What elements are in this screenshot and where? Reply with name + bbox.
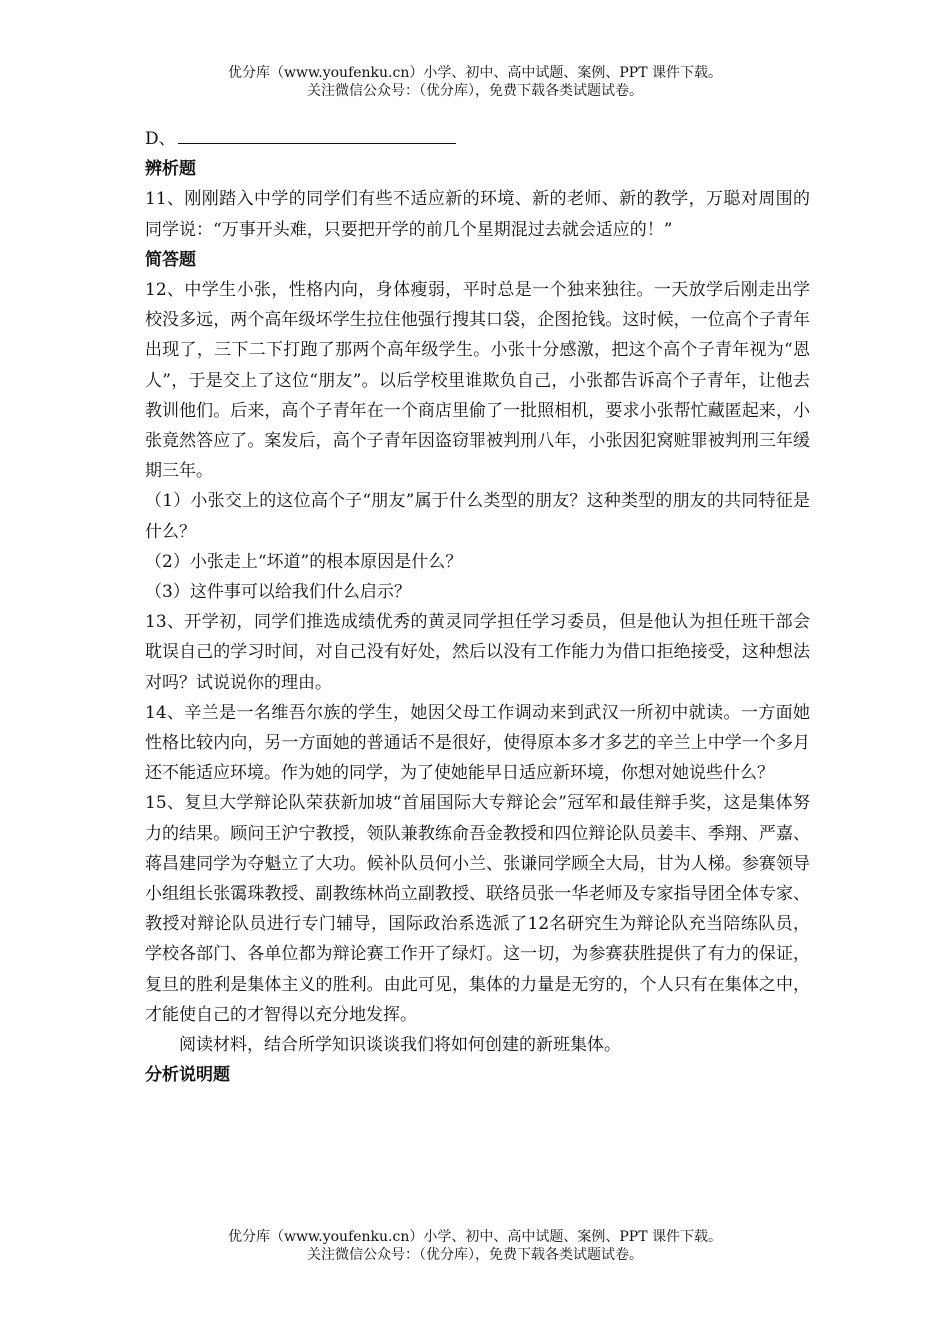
question-11: 11、刚刚踏入中学的同学们有些不适应新的环境、新的老师、新的教学，万聪对周围的同学说：“万事开头难，只要把开学的前几个星期混过去就会适应的！” xyxy=(145,189,810,240)
question-15-prompt: 阅读材料，结合所学知识谈谈我们将如何创建的新班集体。 xyxy=(179,1035,621,1056)
question-12-sub-3: （3）这件事可以给我们什么启示？ xyxy=(145,582,411,603)
header-line-1: 优分库（www.youfenku.cn）小学、初中、高中试题、案例、PPT 课件下载。 xyxy=(227,65,722,81)
question-12-stem: 12、中学生小张，性格内向，身体瘦弱，平时总是一个独来独往。一天放学后刚走出学校没多远，两个高年级坏学生拉住他强行搜其口袋，企图抢钱。这时候，一位高个子青年出现了，三下二下打跑了那两个高年级学生。小张十分感激，把这个高个子青年视为“恩人”，于是交上了这位“朋友”。以后学校里谁欺负自己，小张都告诉高个子青年，让他去教训他们。后来，高个子青年在一个商店里偷了一批照相机，要求小张帮忙藏匿起来，小张竟然答应了。案发后，高个子青年因盗窃罪被判刑八年，小张因犯窝赃罪被判刑三年缓期三年。 xyxy=(145,280,810,482)
document-body xyxy=(145,124,810,1091)
section-heading-jianda: 简答题 xyxy=(145,249,196,270)
option-d-label: D、 xyxy=(145,129,176,149)
page-footer xyxy=(0,1228,950,1264)
question-13: 13、开学初，同学们推选成绩优秀的黄灵同学担任学习委员，但是他认为担任班干部会耽误自己的学习时间，对自己没有好处，然后以没有工作能力为借口拒绝接受，这种想法对吗？试说说你的理由。 xyxy=(145,612,810,693)
question-12-sub-1: （1）小张交上的这位高个子“朋友”属于什么类型的朋友？这种类型的朋友的共同特征是什么？ xyxy=(145,491,810,542)
header-line-2: 关注微信公众号：（优分库），免费下载各类试题试卷。 xyxy=(307,83,643,99)
question-12-sub-2: （2）小张走上“坏道”的根本原因是什么？ xyxy=(145,551,463,572)
section-heading-bianxi: 辨析题 xyxy=(145,159,196,180)
question-15-stem: 15、复旦大学辩论队荣获新加坡“首届国际大专辩论会”冠军和最佳辩手奖，这是集体努力的结果。顾问王沪宁教授，领队兼教练俞吾金教授和四位辩论队员姜丰、季翔、严嘉、蒋昌建同学为夺魁立了大功。候补队员何小兰、张谦同学顾全大局，甘为人梯。参赛领导小组组长张霭珠教授、副教练林尚立副教授、联络员张一华老师及专家指导团全体专家、教授对辩论队员进行专门辅导，国际政治系选派了12名研究生为辩论队充当陪练队员，学校各部门、各单位都为辩论赛工作开了绿灯。这一切，为参赛获胜提供了有力的保证，复旦的胜利是集体主义的胜利。由此可见，集体的力量是无穷的，个人只有在集体之中，才能使自己的才智得以充分地发挥。 xyxy=(145,793,810,1025)
footer-line-2: 关注微信公众号：（优分库），免费下载各类试题试卷。 xyxy=(307,1247,643,1263)
footer-line-1: 优分库（www.youfenku.cn）小学、初中、高中试题、案例、PPT 课件下载。 xyxy=(227,1229,722,1245)
question-14: 14、辛兰是一名维吾尔族的学生，她因父母工作调动来到武汉一所初中就读。一方面她性格比较内向，另一方面她的普通话不是很好，使得原本多才多艺的辛兰上中学一个多月还不能适应环境。作为她的同学，为了使她能早日适应新环境，你想对她说些什么？ xyxy=(145,702,810,784)
option-d xyxy=(145,124,810,154)
page-header xyxy=(0,64,950,100)
section-heading-fenxi: 分析说明题 xyxy=(145,1065,230,1086)
option-d-blank xyxy=(178,142,456,144)
